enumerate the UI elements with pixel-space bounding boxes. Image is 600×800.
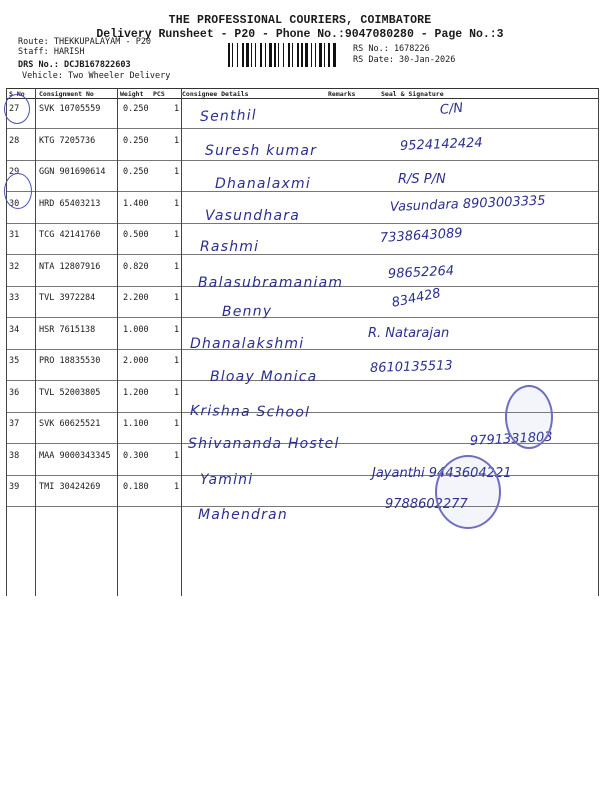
consignment-number: HRD 65403213 (39, 198, 101, 209)
barcode-bar (328, 43, 330, 67)
pieces-count: 1 (174, 387, 180, 398)
drs-label: DRS No.: DCJB167822603 (18, 60, 131, 70)
table-row (6, 286, 599, 318)
pieces-count: 1 (174, 198, 180, 209)
consignment-number: NTA 12807916 (39, 261, 101, 272)
pieces-count: 1 (174, 356, 180, 366)
handwritten-consignee-name: Krishna School (189, 402, 311, 421)
grid-line (117, 88, 118, 596)
weight-value: 1.400 (123, 198, 149, 209)
handwritten-signature: 9788602277 (385, 497, 468, 512)
col-weight: Weight (120, 89, 144, 98)
handwritten-signature: 9524142424 (399, 135, 483, 154)
col-consignment: Consignment No (39, 89, 94, 98)
weight-value: 0.500 (123, 230, 149, 240)
serial-number: 36 (9, 387, 20, 398)
school-seal-stamp (435, 455, 501, 529)
serial-number: 30 (9, 198, 20, 209)
runsheet-subtitle: Delivery Runsheet - P20 - Phone No.:9047080280 - Page No.:3 (96, 28, 504, 41)
barcode-bar (255, 43, 256, 67)
serial-number: 33 (9, 293, 20, 303)
grid-line (181, 88, 182, 596)
barcode-bar (305, 43, 308, 67)
handwritten-consignee-name: Mahendran (198, 507, 288, 523)
ink-circle (4, 94, 30, 124)
barcode-bar (315, 43, 316, 67)
pieces-count: 1 (174, 419, 180, 429)
barcode-bar (237, 43, 238, 67)
handwritten-consignee-name: Yamini (200, 471, 254, 488)
handwritten-signature: 8610135513 (369, 358, 453, 376)
handwritten-consignee-name: Suresh kumar (205, 142, 318, 159)
handwritten-consignee-name: Dhanalakshmi (190, 335, 305, 352)
consignment-number: TVL 3972284 (39, 293, 96, 303)
weight-value: 1.100 (123, 419, 149, 429)
weight-value: 0.180 (123, 482, 149, 492)
barcode-bar (324, 43, 325, 67)
serial-number: 39 (9, 482, 20, 492)
consignment-number: GGN 901690614 (39, 167, 106, 177)
vehicle-label: Vehicle: Two Wheeler Delivery (22, 71, 171, 81)
barcode-bar (228, 43, 230, 67)
consignment-number: HSR 7615138 (39, 324, 96, 335)
handwritten-signature: R/S P/N (398, 172, 446, 187)
barcode-bar (232, 43, 233, 67)
pieces-count: 1 (174, 450, 180, 461)
handwritten-signature: R. Natarajan (368, 325, 450, 341)
consignment-number: TCG 42141760 (39, 230, 101, 240)
pieces-count: 1 (174, 230, 180, 240)
weight-value: 0.300 (123, 450, 149, 461)
serial-number: 32 (9, 261, 20, 272)
table-row (6, 97, 599, 129)
consignment-number: PRO 18835530 (39, 356, 101, 366)
grid-line (6, 88, 7, 596)
serial-number: 27 (9, 104, 20, 114)
col-seal: Seal & Signature (381, 89, 444, 98)
pieces-count: 1 (174, 482, 180, 492)
consignment-number: SVK 10705559 (39, 104, 101, 114)
weight-value: 1.200 (123, 387, 149, 398)
handwritten-consignee-name: Benny (221, 303, 273, 320)
barcode-bar (292, 43, 293, 67)
barcode-bar (278, 43, 279, 67)
pieces-count: 1 (174, 104, 180, 114)
handwritten-signature: Vasundara 8903003335 (389, 192, 546, 215)
barcode (228, 43, 348, 67)
pieces-count: 1 (174, 324, 180, 335)
col-sno: S No (9, 89, 25, 98)
handwritten-consignee-name: Dhanalaxmi (215, 176, 311, 192)
weight-value: 2.000 (123, 356, 149, 366)
ink-circle (4, 173, 32, 209)
barcode-bar (301, 43, 303, 67)
barcode-bar (274, 43, 276, 67)
barcode-bar (283, 43, 284, 67)
rs-date: RS Date: 30-Jan-2026 (353, 55, 456, 65)
serial-number: 38 (9, 450, 20, 461)
col-remarks: Remarks (328, 89, 356, 98)
handwritten-consignee-name: Shivananda Hostel (188, 436, 340, 452)
weight-value: 0.250 (123, 104, 149, 114)
serial-number: 29 (9, 167, 20, 177)
pieces-count: 1 (174, 167, 180, 177)
barcode-bar (319, 43, 322, 67)
handwritten-consignee-name: Rashmi (200, 239, 260, 255)
handwritten-signature: 7338643089 (379, 225, 464, 246)
pieces-count: 1 (174, 135, 180, 146)
barcode-bar (242, 43, 244, 67)
handwritten-signature: 834428 (390, 285, 443, 311)
handwritten-consignee-name: Vasundhara (205, 207, 300, 224)
barcode-bar (251, 43, 252, 67)
courier-seal-stamp (505, 385, 553, 449)
barcode-bar (246, 43, 249, 67)
rs-number: RS No.: 1678226 (353, 44, 430, 54)
handwritten-consignee-name: Senthil (199, 107, 258, 125)
barcode-bar (260, 43, 262, 67)
table-row (6, 223, 599, 255)
handwritten-signature: C/N (439, 100, 464, 118)
pieces-count: 1 (174, 261, 180, 272)
col-consignee: Consignee Details (182, 89, 249, 98)
company-title: THE PROFESSIONAL COURIERS, COIMBATORE (168, 14, 432, 27)
route-label: Route: THEKKUPALAYAM - P20 (18, 37, 152, 47)
staff-label: Staff: HARISH (18, 47, 85, 57)
serial-number: 31 (9, 230, 20, 240)
weight-value: 0.820 (123, 261, 149, 272)
barcode-bar (311, 43, 312, 67)
serial-number: 35 (9, 356, 20, 366)
consignment-number: MAA 9000343345 (39, 450, 111, 461)
handwritten-signature: Jayanthi 9443604221 (372, 465, 512, 481)
barcode-bar (297, 43, 299, 67)
grid-line (35, 88, 36, 596)
barcode-bar (288, 43, 290, 67)
barcode-bar (333, 43, 336, 67)
weight-value: 1.000 (123, 324, 149, 335)
serial-number: 34 (9, 324, 20, 335)
consignment-number: TMI 30424269 (39, 482, 101, 492)
handwritten-consignee-name: Balasubramaniam (198, 274, 344, 291)
consignment-number: TVL 52003805 (39, 387, 101, 398)
consignment-number: SVK 60625521 (39, 419, 101, 429)
barcode-bar (269, 43, 272, 67)
handwritten-signature: 9791331803 (469, 429, 553, 449)
handwritten-consignee-name: Bloay Monica (210, 369, 318, 385)
handwritten-signature: 98652264 (387, 263, 455, 282)
weight-value: 0.250 (123, 167, 149, 177)
consignment-number: KTG 7205736 (39, 135, 96, 146)
pieces-count: 1 (174, 293, 180, 303)
col-pcs: PCS (153, 89, 165, 98)
weight-value: 0.250 (123, 135, 149, 146)
serial-number: 37 (9, 419, 20, 429)
grid-line (598, 88, 599, 596)
serial-number: 28 (9, 135, 20, 146)
weight-value: 2.200 (123, 293, 149, 303)
barcode-bar (265, 43, 266, 67)
